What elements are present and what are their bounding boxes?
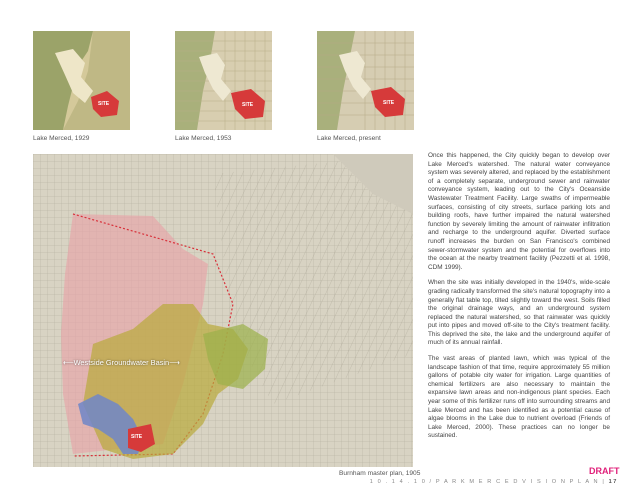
site-label: SITE (131, 434, 143, 440)
footer-text: 1 0 . 1 4 . 1 0 / P A R K M E R C E D V I S I O N P L A N | (369, 479, 606, 485)
burnham-map-graphic (33, 154, 413, 467)
map-present-graphic (317, 31, 414, 130)
draft-label: DRAFT (589, 466, 620, 476)
map-1929-graphic (33, 31, 130, 130)
paragraph-1: Once this happened, the City quickly began to develop over Lake Merced's watershed. The natural water conveyance system was severely altered, and replaced by the establishment of a completely separate, underground sewer and rainwater conveyance system, leading out to the City's Oceanside Wastewater Treatment Facility. Large swaths of impermeable surfaces, consisting of city streets, surface parking lots and building roofs, have further impaired the natural watershed function by severely limiting the amount of rainwater infiltration and recharge to the underground aquifer. Diverted surface runoff increases the burden on San Francisco's combined sewer-stormwater system and the potential for overflows into the ocean at the nearby treatment facility (Pezzetti et al. 1998, CDM 1999). (428, 152, 610, 271)
map-thumbnail-present (317, 31, 414, 130)
thumbnail-caption-1929: Lake Merced, 1929 (33, 135, 90, 142)
paragraph-2: When the site was initially developed in the 1940's, wide-scale grading radically transformed the site's natural topography into a generally flat table top, tilted slightly toward the west. Soils filled the original drainage ways, and an underground system replaced the natural watershed, so that rainwater was quickly put into pipes and moved off-site to the City's treatment facility. This deprived the site, the lake and the underground aquifer of much of its annual rainfall. (428, 279, 610, 347)
map-thumbnail-1953 (175, 31, 272, 130)
map-1953-graphic (175, 31, 272, 130)
thumbnail-caption-1953: Lake Merced, 1953 (175, 135, 232, 142)
page-footer (370, 479, 618, 485)
westside-groundwater-basin-label: ⟵Westside Groundwater Basin⟶ (63, 358, 180, 367)
site-label: SITE (383, 100, 395, 106)
page-number: 17 (608, 479, 618, 485)
site-label: SITE (242, 102, 254, 108)
burnham-master-plan-map (33, 154, 413, 467)
thumbnail-caption-present: Lake Merced, present (317, 135, 381, 142)
site-label: SITE (98, 101, 110, 107)
paragraph-3: The vast areas of planted lawn, which was typical of the landscape fashion of that time, require approximately 55 million gallons of potable city water for irrigation. Large quantities of chemical fertilizers are also necessary to maintain the expansive lawn areas and non-indigenous plant species. Each year some of this fertilizer runs off into surrounding streams and Lake Merced and has been identified as a potential cause of algae blooms in the Lake due to nutrient overload (Friends of Lake Merced, 2000). These practices can no longer be sustained. (428, 355, 610, 440)
map-thumbnail-1929 (33, 31, 130, 130)
body-text (428, 152, 610, 448)
main-map-caption: Burnham master plan, 1905 (339, 470, 421, 477)
